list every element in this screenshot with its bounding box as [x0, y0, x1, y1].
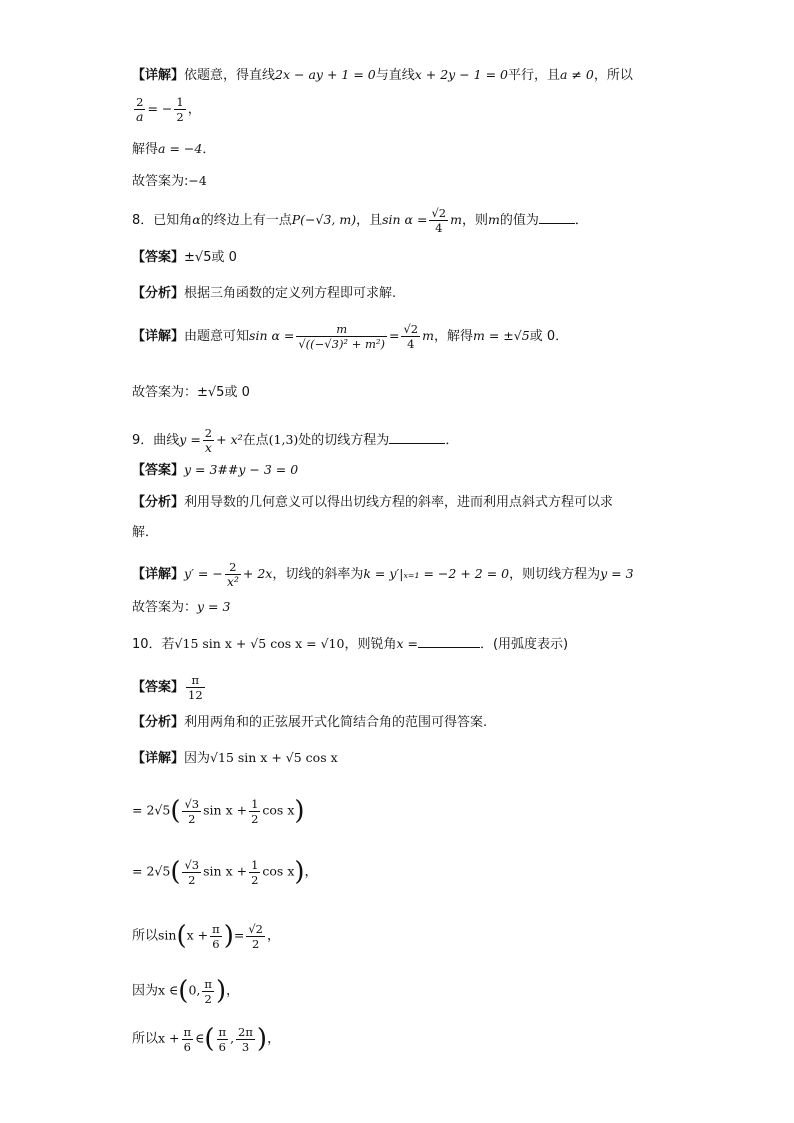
q9-answer-blank: [389, 433, 445, 444]
q7-detail-line: [132, 66, 633, 85]
q10-answer-num: π: [186, 673, 205, 688]
analysis-label: 【分析】: [132, 495, 185, 510]
right-paren: ): [256, 1024, 268, 1054]
q9-deriv-rest: + 2x: [242, 566, 273, 581]
q10-x-eq: x =: [396, 636, 418, 651]
q8-detail-rhs: [401, 322, 420, 351]
q10-step1-pre: = 2√5: [132, 802, 171, 818]
q8-final: 故答案为：±√5或 0: [132, 385, 250, 400]
q7-fraction-line: [132, 95, 201, 124]
q7-frac-rhs-num: 1: [176, 95, 184, 109]
q10-sin-word: sin: [158, 927, 177, 943]
left-paren: (: [170, 796, 181, 826]
q10-comma: ,: [230, 1030, 235, 1046]
q10-so2-pi: π: [183, 1024, 192, 1039]
q9-analysis-line: [132, 494, 613, 512]
q9-final-pre: 故答案为：: [132, 600, 198, 615]
q8-detail-frac-den: √((−√3)² + m²): [298, 337, 385, 351]
q8-stem: [132, 206, 588, 235]
q10-hi-num: 2π: [238, 1024, 253, 1039]
q8-detail-eq: =: [389, 328, 400, 343]
q8-detail-sin: sin α =: [249, 328, 295, 343]
q10-eq: =: [233, 927, 245, 943]
q7-frac-lhs-den: a: [136, 109, 144, 124]
analysis-label: 【分析】: [132, 286, 185, 301]
q10-because-end: ，: [226, 983, 240, 999]
q7-final-pre: 故答案为:: [132, 174, 189, 189]
detail-label: 【详解】: [132, 329, 185, 344]
detail-label: 【详解】: [132, 567, 185, 582]
q9-detail-mid: ，切线的斜率为: [272, 567, 364, 582]
q10-analysis: 利用两角和的正弦展开式化简结合角的范围可得答案.: [184, 715, 488, 730]
q9-point: (1,3): [268, 432, 299, 447]
q9-deriv-den: x²: [226, 574, 239, 589]
q10-expr: √15 sin x + √5 cos x = √10: [174, 636, 345, 651]
q8-final-line: [132, 384, 250, 402]
q10-answer-blank: [418, 637, 480, 648]
detail-label: 【详解】: [132, 751, 185, 766]
analysis-label: 【分析】: [132, 715, 185, 730]
q9-curve-frac: [203, 426, 214, 455]
q10-two: 2: [252, 936, 260, 951]
q8-m2: m: [487, 212, 500, 227]
left-paren: (: [176, 921, 187, 951]
right-paren: ): [215, 976, 227, 1006]
q10-lo-num: π: [218, 1024, 227, 1039]
q9-analysis-2: 解．: [132, 525, 159, 540]
q10-stem-pre: 10．若: [132, 637, 175, 652]
q10-step2-frac-b: [249, 858, 260, 887]
q7-mid: 与直线: [375, 68, 415, 83]
q10-step2: [132, 857, 318, 887]
q10-answer-frac: [186, 673, 205, 702]
q10-answer-den: 12: [188, 688, 203, 702]
q7-detail-pre: 依题意，得直线: [184, 68, 276, 83]
q10-hi-den: 3: [241, 1039, 250, 1054]
q10-pi-two: [202, 977, 214, 1006]
q7-cond: a ≠ 0: [559, 67, 594, 82]
q8-answer-blank: [539, 213, 575, 224]
q7-final-line: [132, 172, 207, 191]
q10-sqrt2: √2: [248, 921, 263, 936]
q8-detail-rhs-num: √2: [403, 322, 419, 336]
q7-mid2: 平行，且: [507, 68, 560, 83]
q10-step2-frac-a: [182, 858, 201, 887]
q7-frac-lhs-num: 2: [134, 95, 145, 110]
q8-detail-line: [132, 322, 568, 351]
q7-frac-lhs: [134, 95, 145, 124]
right-paren: ): [223, 921, 234, 951]
q10-zero: 0,: [188, 982, 201, 998]
q10-step2-pre: = 2√5: [132, 863, 171, 879]
q10-step1-den-a: 2: [188, 811, 196, 826]
q10-step2-end: ，: [304, 864, 318, 880]
q8-stem-mid2: ，且: [356, 213, 383, 228]
q10-step1-num-a: √3: [184, 796, 200, 811]
q7-comma: ，: [187, 102, 201, 117]
answer-label: 【答案】: [132, 680, 185, 695]
q9-curve-den: x: [204, 440, 212, 455]
q10-step2-sinx: sin x +: [203, 863, 248, 879]
q8-detail-frac: [296, 322, 387, 351]
q9-period: ．: [445, 433, 459, 448]
q7-frac-rhs-den: 2: [176, 110, 184, 124]
q9-stem-end: 处的切线方程为: [298, 433, 390, 448]
q9-curve-num: 2: [204, 426, 213, 440]
right-paren: ): [294, 796, 305, 826]
q10-so2-six: 6: [183, 1039, 191, 1054]
q8-stem-pre: 8．已知角: [132, 213, 193, 228]
q9-deriv-num: 2: [225, 560, 241, 575]
q10-answer-line: [132, 673, 207, 702]
q10-detail-line: [132, 749, 338, 768]
q10-six: 6: [212, 936, 220, 951]
q10-sqrt2-frac: [246, 922, 265, 951]
q10-lo-den: 6: [218, 1039, 226, 1054]
q8-rhs-frac: [429, 206, 448, 235]
q9-answer-line: [132, 461, 298, 480]
q10-step1-sinx: sin x +: [203, 802, 248, 818]
q10-because-pre: 因为: [132, 983, 159, 999]
q9-answer: y = 3##y − 3 = 0: [184, 462, 299, 477]
q7-final-val: −4: [188, 173, 207, 188]
detail-label: 【详解】: [132, 68, 185, 83]
q10-pi-six: [210, 922, 222, 951]
q7-line2: x + 2y − 1 = 0: [414, 67, 508, 82]
q10-step2-cosx: cos x: [262, 863, 295, 879]
q10-two2: 2: [204, 991, 212, 1006]
q8-stem-mid3: ，则: [461, 213, 488, 228]
q8-period: ．: [574, 213, 588, 228]
q8-stem-end: 的值为: [499, 213, 539, 228]
q10-so2-line: [132, 1024, 280, 1054]
q9-final-val: y = 3: [197, 599, 231, 614]
q10-analysis-line: [132, 714, 487, 732]
q8-rhs-num: √2: [431, 206, 447, 220]
q8-answer: ±√5或 0: [184, 250, 237, 265]
q7-solve-pre: 解得: [132, 142, 159, 157]
q9-stem: [132, 426, 458, 455]
q9-final-line: [132, 598, 230, 617]
q10-so-line: [132, 921, 280, 951]
q9-curve-rest: + x²: [216, 432, 243, 447]
q10-stem-mid: ，则锐角: [344, 637, 397, 652]
q10-x-in: x ∈: [158, 982, 179, 998]
q10-detail-pre: 因为: [184, 751, 211, 766]
q10-lo-frac: [217, 1025, 229, 1054]
q10-pi2: π: [204, 976, 212, 991]
q10-hi-frac: [236, 1025, 255, 1054]
q10-step1-frac-b: [249, 797, 260, 826]
q9-detail-mid2: ，则切线方程为: [509, 567, 601, 582]
q8-detail-frac-num: m: [296, 322, 387, 337]
q8-analysis-line: [132, 285, 396, 303]
q9-tangent: y = 3: [600, 566, 634, 581]
q10-x-plus: x +: [186, 927, 209, 943]
right-paren: ): [294, 857, 305, 887]
q9-curve-lhs: y =: [179, 432, 201, 447]
q10-so2-end: ，: [267, 1031, 281, 1047]
q10-step1-num-b: 1: [251, 796, 259, 811]
q10-stem: [132, 635, 568, 654]
q10-step2-num-b: 1: [251, 857, 259, 872]
left-paren: (: [178, 976, 189, 1006]
answer-label: 【答案】: [132, 250, 185, 265]
q7-end: ，所以: [593, 68, 633, 83]
q10-step1-den-b: 2: [251, 811, 259, 826]
q8-detail-result: m = ±√5: [473, 328, 530, 343]
q8-answer-line: [132, 249, 237, 267]
q7-solve-end: ．: [202, 142, 216, 157]
q10-step2-num-a: √3: [184, 857, 200, 872]
q7-solve-val: a = −4: [158, 141, 203, 156]
q10-so2-pre: 所以: [132, 1031, 159, 1047]
q10-step1: [132, 796, 305, 826]
q8-alpha: α: [192, 212, 201, 227]
q9-slope: k = y′|ₓ₌₁ = −2 + 2 = 0: [363, 566, 510, 581]
q7-eq: = −: [147, 101, 173, 116]
q10-so2-pi-six: [182, 1025, 194, 1054]
q10-because-line: [132, 976, 239, 1006]
q10-so-pre: 所以: [132, 928, 159, 944]
q10-in: ∈: [195, 1030, 205, 1046]
q9-stem-pre: 9．曲线: [132, 433, 180, 448]
q8-analysis: 根据三角函数的定义列方程即可求解.: [184, 286, 397, 301]
q8-detail-m: m: [422, 328, 434, 343]
q7-solve-line: [132, 140, 215, 159]
q10-so-end: ，: [267, 928, 281, 944]
q7-frac-rhs: [174, 95, 185, 124]
q9-detail-line: [132, 560, 634, 589]
q8-detail-pre: 由题意可知: [184, 329, 250, 344]
q8-detail-rhs-den: 4: [407, 337, 415, 351]
q8-stem-mid: 的终边上有一点: [200, 213, 292, 228]
q10-so2-x-plus: x +: [158, 1030, 180, 1046]
q9-deriv-frac: [225, 560, 241, 589]
q9-analysis-1: 利用导数的几何意义可以得出切线方程的斜率，进而利用点斜式方程可以求: [184, 495, 614, 510]
q10-step2-den-b: 2: [251, 872, 259, 887]
q8-rhs-den: 4: [435, 221, 443, 235]
q9-deriv-lhs: y′ = −: [184, 566, 223, 581]
q9-analysis-line-2: [132, 524, 158, 542]
left-paren: (: [170, 857, 181, 887]
q10-pi: π: [212, 921, 220, 936]
q10-step1-cosx: cos x: [262, 802, 295, 818]
left-paren: (: [204, 1024, 215, 1054]
q8-sin: sin α =: [382, 212, 428, 227]
q7-line1: 2x − ay + 1 = 0: [275, 67, 376, 82]
q10-step1-frac-a: [182, 797, 201, 826]
q10-step2-den-a: 2: [188, 872, 196, 887]
q8-detail-end: 或 0．: [529, 329, 569, 344]
q9-stem-mid: 在点: [242, 433, 269, 448]
q8-detail-solve: ，解得: [434, 329, 474, 344]
q10-detail-expr: √15 sin x + √5 cos x: [210, 750, 338, 765]
q10-stem-end: ．(用弧度表示): [479, 637, 569, 652]
q8-m: m: [450, 212, 462, 227]
q8-point: P(−√3, m): [291, 212, 357, 227]
answer-label: 【答案】: [132, 463, 185, 478]
